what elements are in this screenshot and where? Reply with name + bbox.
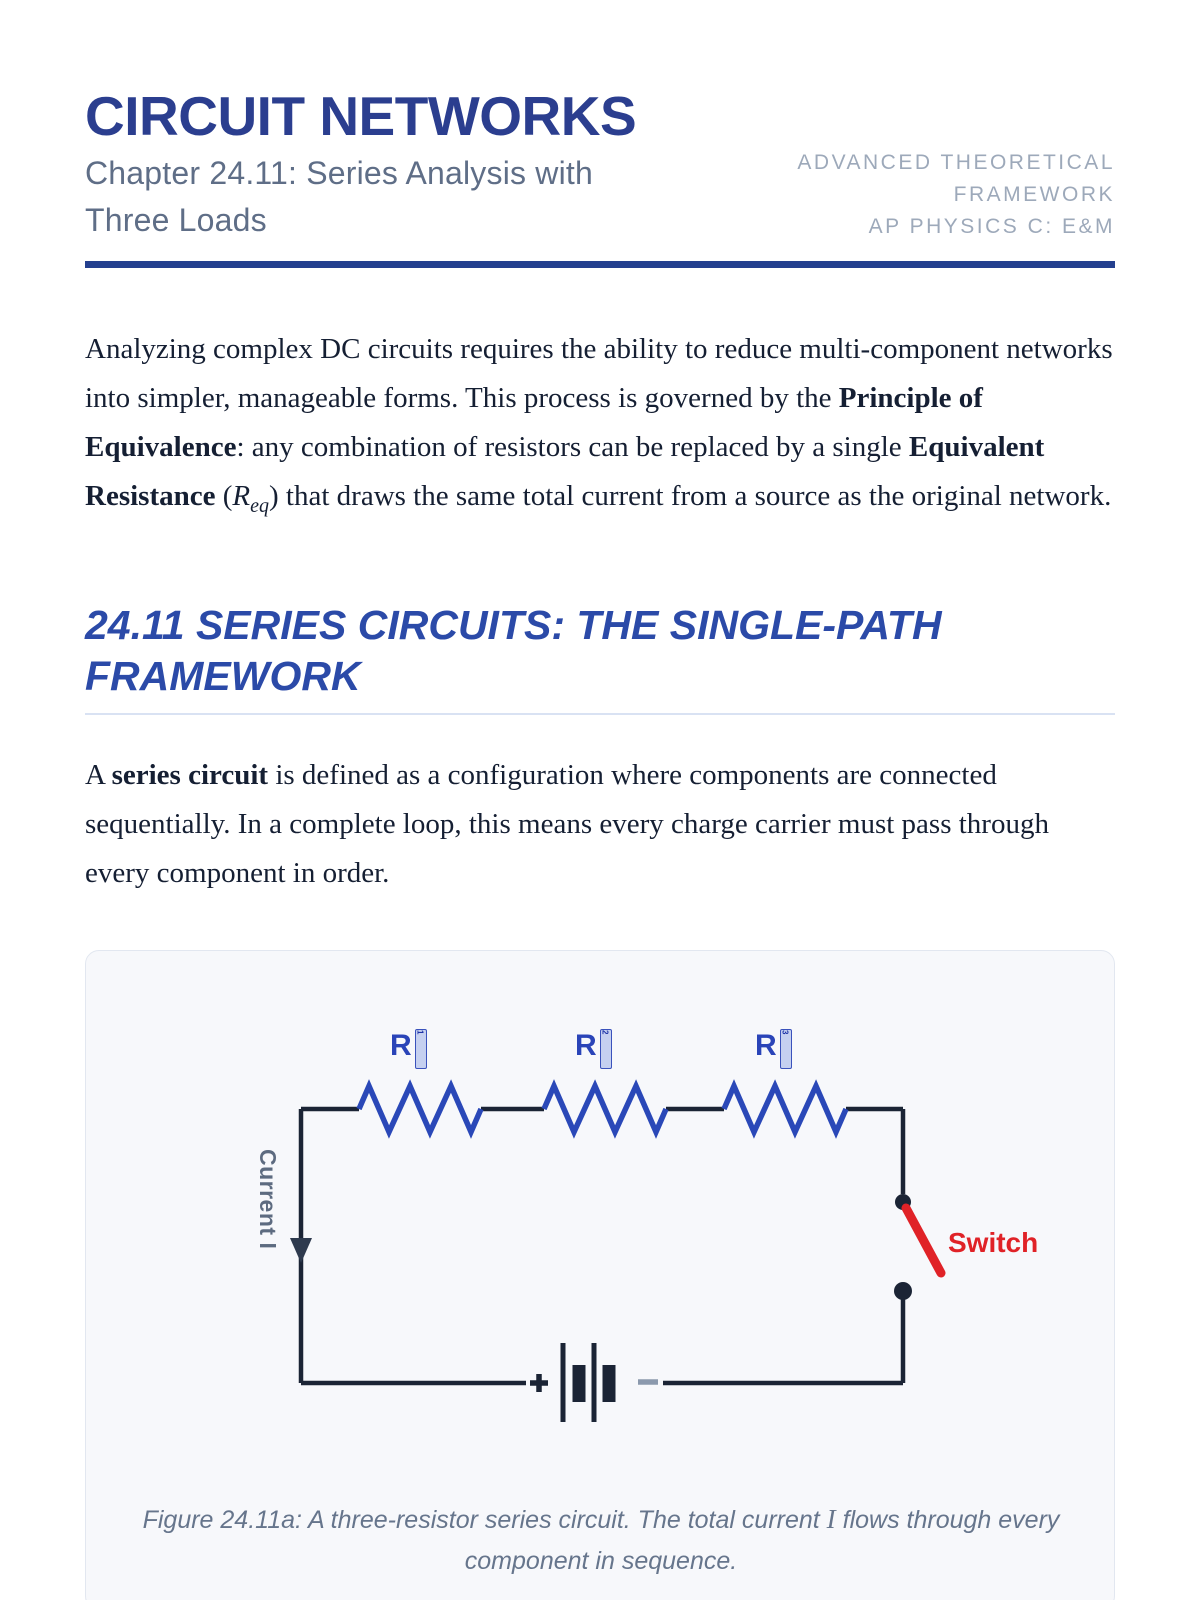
meta-line-3: AP PHYSICS C: E&M bbox=[868, 215, 1115, 238]
figure-caption bbox=[136, 1499, 1066, 1582]
resistor-2-icon bbox=[544, 1086, 666, 1132]
switch-blade-icon bbox=[906, 1208, 941, 1273]
resistor-2-label bbox=[575, 1029, 612, 1073]
resistor-3-symbol: R bbox=[755, 1029, 777, 1062]
resistor-1-icon bbox=[359, 1086, 481, 1132]
resistor-3-label bbox=[755, 1029, 792, 1073]
principle-of-equivalence-term: Principle of Equivalence bbox=[85, 382, 983, 463]
math-eq-subscript: eq bbox=[250, 494, 270, 517]
chapter-subtitle: Chapter 24.11: Series Analysis with Three Loads bbox=[85, 155, 593, 238]
figure-card bbox=[85, 950, 1115, 1600]
resistor-2-symbol: R bbox=[575, 1029, 597, 1062]
series-definition-paragraph bbox=[85, 751, 1120, 898]
current-label: Current I bbox=[255, 1149, 281, 1250]
section-heading: 24.11 SERIES CIRCUITS: THE SINGLE-PATH FRAMEWORK bbox=[85, 602, 942, 699]
header-divider bbox=[85, 261, 1115, 268]
equivalent-resistance-term: Equivalent Resistance bbox=[85, 431, 1045, 512]
series-text-1: A bbox=[85, 759, 112, 791]
resistor-3-subscript: 3 bbox=[780, 1029, 792, 1069]
switch-label: Switch bbox=[948, 1227, 1039, 1258]
switch-node-bottom-icon bbox=[894, 1282, 912, 1300]
resistor-2-subscript: 2 bbox=[600, 1029, 612, 1069]
intro-text-3: ( bbox=[215, 480, 233, 512]
intro-text-1: Analyzing complex DC circuits requires the ability to reduce multi-component networks into simpler, manageable forms. This process is governed by the bbox=[85, 333, 1113, 414]
course-meta bbox=[715, 147, 1115, 243]
caption-current-symbol: I bbox=[826, 1504, 836, 1534]
resistor-3-icon bbox=[724, 1086, 846, 1132]
series-text-2: is defined as a configuration where components are connected sequentially. In a complete loop, this means every charge carrier must pass through every component in order. bbox=[85, 759, 1049, 889]
resistor-1-symbol: R bbox=[390, 1029, 412, 1062]
caption-text-1: Figure 24.11a: A three-resistor series circuit. The total current bbox=[142, 1506, 827, 1534]
section-heading-underline bbox=[85, 713, 1115, 715]
meta-line-1: ADVANCED THEORETICAL bbox=[797, 151, 1115, 174]
resistor-1-label bbox=[390, 1029, 427, 1073]
current-arrow-icon bbox=[290, 1238, 312, 1263]
page-title: CIRCUIT NETWORKS bbox=[85, 85, 637, 147]
series-circuit-term: series circuit bbox=[111, 759, 269, 791]
math-r-symbol: R bbox=[232, 480, 251, 512]
intro-text-4: ) that draws the same total current from a source as the original network. bbox=[269, 480, 1112, 512]
meta-line-2: FRAMEWORK bbox=[953, 183, 1115, 206]
resistor-1-subscript: 1 bbox=[415, 1029, 427, 1069]
intro-paragraph bbox=[85, 325, 1120, 531]
battery-plus-icon bbox=[530, 1374, 548, 1392]
intro-text-2: : any combination of resistors can be replaced by a single bbox=[236, 431, 909, 463]
caption-text-2: flows through every component in sequence. bbox=[464, 1506, 1060, 1575]
